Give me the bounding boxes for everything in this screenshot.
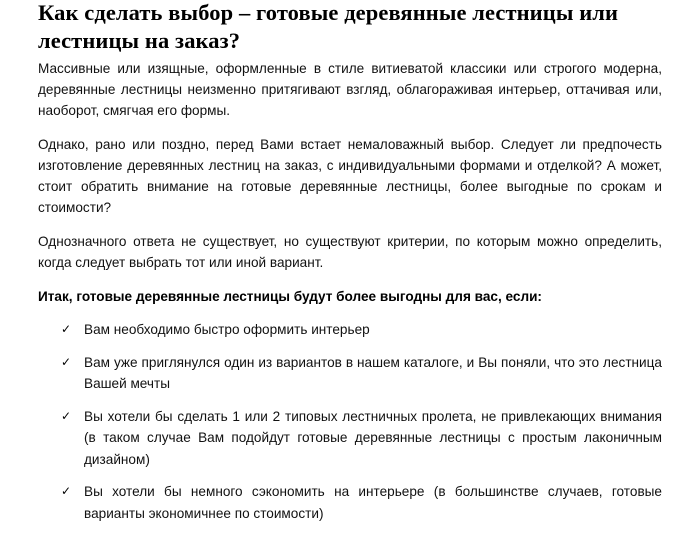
page-title: Как сделать выбор – готовые деревянные лестницы или лестницы на заказ? (38, 0, 619, 53)
checkmark-icon: ✓ (61, 322, 72, 336)
paragraph-choice: Однако, рано или поздно, перед Вами встает немаловажный выбор. Следует ли предпочесть изготовление деревянных лестниц на заказ, с индивидуальными формами и отделкой? А может, стоит обратить внимание на готовые деревянные лестницы, более выгодные по срокам и стоимости? (38, 137, 662, 215)
list-item (38, 481, 662, 524)
checkmark-icon: ✓ (61, 354, 72, 369)
checkmark-icon: ✓ (61, 408, 72, 423)
checkmark-icon: ✓ (61, 484, 72, 498)
list-item-text: Вам необходимо быстро оформить интерьер (84, 322, 370, 337)
paragraph-intro: Массивные или изящные, оформленные в стиле витиеватой классики или строгого модерна, деревянные лестницы неизменно притягивают взгляд, облагораживая интерьер, оттачивая или, наоборот, смягчая его формы. (38, 61, 662, 118)
list-item-text: Вы хотели бы немного сэкономить на интерьере (в большинстве случаев, готовые варианты экономичнее по стоимости) (84, 484, 662, 521)
paragraph-criteria: Однозначного ответа не существует, но существуют критерии, по которым можно определить, когда следует выбрать тот или иной вариант. (38, 234, 662, 270)
benefits-list (38, 319, 662, 524)
list-item (38, 406, 662, 471)
list-lead-heading: Итак, готовые деревянные лестницы будут более выгодны для вас, если: (38, 289, 542, 304)
document (38, 0, 662, 535)
list-item-text: Вы хотели бы сделать 1 или 2 типовых лестничных пролета, не привлекающих внимания (в таком случае Вам подойдут готовые деревянные лестницы с простым лаконичным дизайном) (84, 408, 662, 467)
list-item (38, 319, 662, 341)
list-item-text: Вам уже приглянулся один из вариантов в нашем каталоге, и Вы поняли, что это лестница Вашей мечты (84, 354, 662, 391)
list-item (38, 352, 662, 395)
